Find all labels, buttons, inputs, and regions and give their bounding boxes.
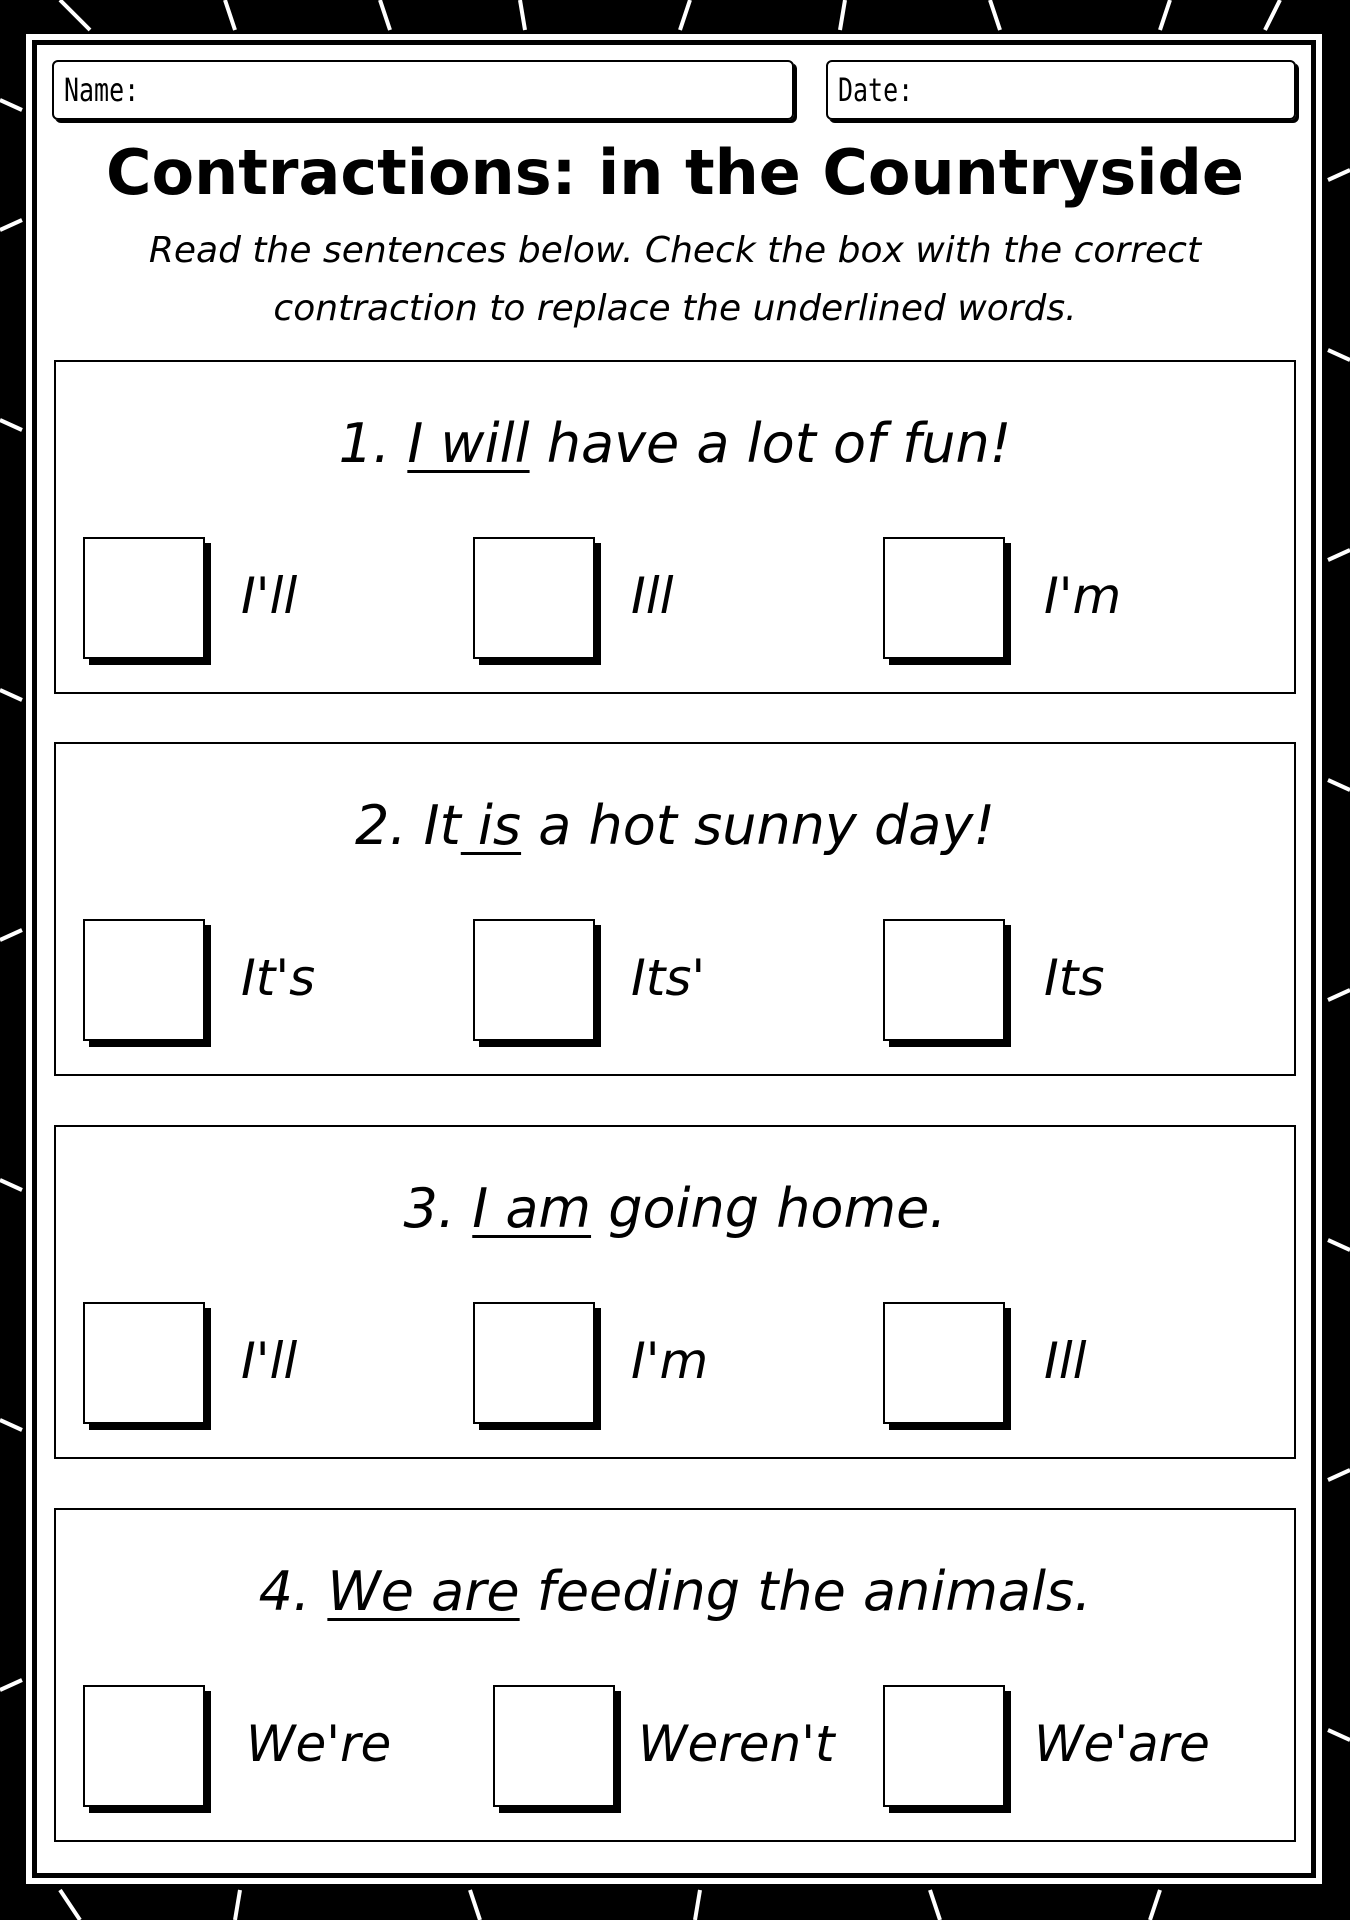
question-number: 4. <box>258 1560 311 1623</box>
question-number: 2. It <box>354 794 461 857</box>
question-1-card <box>54 360 1296 694</box>
option-2-label: I'm <box>631 1332 709 1390</box>
sentence-rest: going home. <box>591 1177 947 1240</box>
checkbox-option-2[interactable] <box>473 1302 595 1424</box>
option-2-label: Its' <box>631 949 706 1007</box>
question-4-sentence <box>56 1560 1294 1623</box>
checkbox-option-2[interactable] <box>473 537 595 659</box>
instructions-line-1: Read the sentences below. Check the box with the correct <box>148 230 1202 271</box>
checkbox-option-2[interactable] <box>473 919 595 1041</box>
question-number: 1. <box>338 412 391 475</box>
question-number: 3. <box>403 1177 456 1240</box>
date-label: Date: <box>838 71 914 109</box>
sentence-rest: a hot sunny day! <box>521 794 996 857</box>
option-3-label: I'm <box>1044 567 1122 625</box>
checkbox-option-1[interactable] <box>83 1302 205 1424</box>
sentence-rest: feeding the animals. <box>519 1560 1092 1623</box>
question-2-card <box>54 742 1296 1076</box>
option-1-label: We're <box>246 1715 392 1773</box>
underlined-words: I am <box>472 1177 592 1240</box>
option-1-label: I'll <box>241 567 298 625</box>
question-4-card <box>54 1508 1296 1842</box>
option-1-label: I'll <box>241 1332 298 1390</box>
question-3-sentence <box>56 1177 1294 1240</box>
question-3-card <box>54 1125 1296 1459</box>
option-3-label: We'are <box>1034 1715 1210 1773</box>
checkbox-option-3[interactable] <box>883 919 1005 1041</box>
instructions <box>0 222 1350 338</box>
option-3-label: Its <box>1044 949 1105 1007</box>
checkbox-option-3[interactable] <box>883 1685 1005 1807</box>
option-2-label: Weren't <box>638 1715 835 1773</box>
checkbox-option-3[interactable] <box>883 537 1005 659</box>
date-field[interactable] <box>826 60 1296 120</box>
name-label: Name: <box>64 71 140 109</box>
checkbox-option-3[interactable] <box>883 1302 1005 1424</box>
option-2-label: Ill <box>631 567 674 625</box>
underlined-words: is <box>460 794 522 857</box>
option-3-label: Ill <box>1044 1332 1087 1390</box>
name-field[interactable] <box>52 60 794 120</box>
underlined-words: I will <box>407 412 530 475</box>
question-1-sentence <box>56 412 1294 475</box>
page-title: Contractions: in the Countryside <box>106 136 1244 209</box>
underlined-words: We are <box>327 1560 520 1623</box>
checkbox-option-2[interactable] <box>493 1685 615 1807</box>
checkbox-option-1[interactable] <box>83 1685 205 1807</box>
checkbox-option-1[interactable] <box>83 919 205 1041</box>
option-1-label: It's <box>241 949 316 1007</box>
question-2-sentence <box>56 794 1294 857</box>
checkbox-option-1[interactable] <box>83 537 205 659</box>
instructions-line-2: contraction to replace the underlined words. <box>273 288 1077 329</box>
sentence-rest: have a lot of fun! <box>529 412 1012 475</box>
